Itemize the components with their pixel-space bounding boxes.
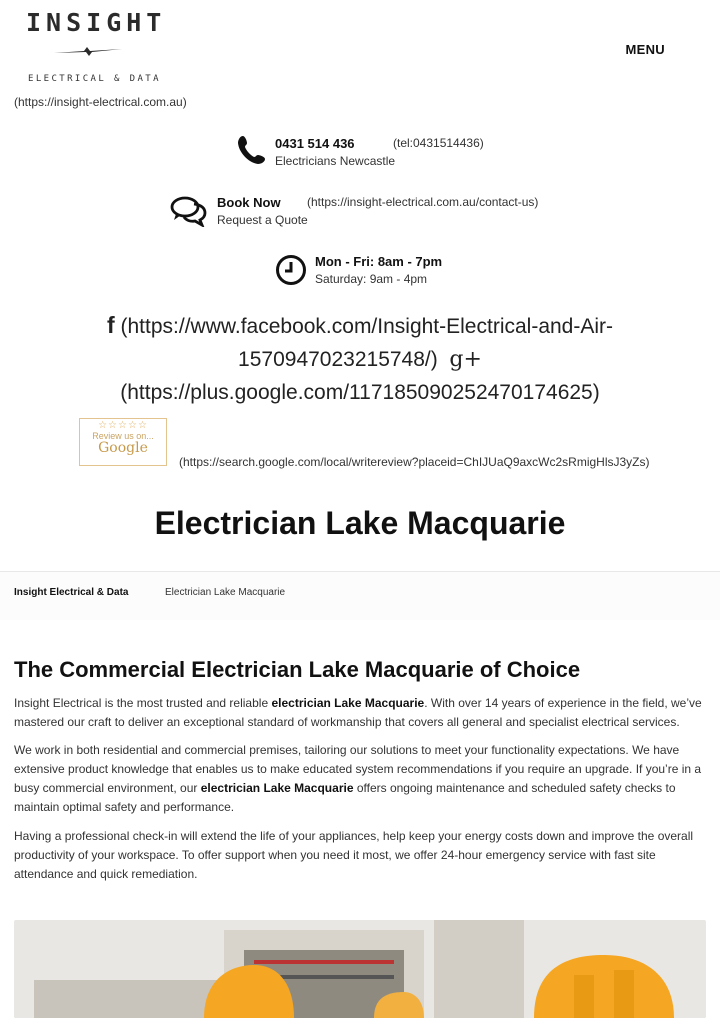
paragraph-1 bbox=[14, 694, 709, 732]
paragraph-2-text-end: offers ongoing maintenance and scheduled safety checks to maintain optimal safety and performance. bbox=[14, 781, 676, 814]
clock-icon bbox=[275, 254, 307, 286]
google-plus-link[interactable]: (https://plus.google.com/117185090252470174625) bbox=[120, 381, 600, 404]
logo-wordmark: INSIGHT bbox=[26, 8, 167, 37]
section-heading: The Commercial Electrician Lake Macquarie of Choice bbox=[14, 657, 581, 682]
phone-contact[interactable] bbox=[236, 136, 484, 168]
breadcrumb-current: Electrician Lake Macquarie bbox=[165, 587, 286, 598]
page-title: Electrician Lake Macquarie bbox=[154, 505, 566, 541]
paragraph-3: Having a professional check-in will extend the life of your appliances, help keep your energy costs down and improve the overall productivity of your workspace. To offer support when you need it most, we offer 24-hour emergency service with fast site attendance and quick remediation. bbox=[14, 829, 694, 881]
logo[interactable] bbox=[26, 8, 167, 88]
hours-contact bbox=[275, 254, 442, 286]
lightning-bolt-icon bbox=[54, 46, 122, 56]
google-logo: Google bbox=[98, 440, 148, 456]
photo-illustration bbox=[14, 920, 706, 1018]
keyword-link: electrician Lake Macquarie bbox=[271, 696, 425, 710]
paragraph-2-text: We work in both residential and commercial premises, tailoring our solutions to meet your functionality expectations. We have extensive product knowledge that enables us to make educated system recommendations if you require an upgrade. If you’re in a busy commercial environment, our bbox=[14, 743, 702, 795]
google-review-badge[interactable] bbox=[79, 418, 167, 466]
electricians-photo bbox=[14, 920, 706, 1018]
logo-subtitle: ELECTRICAL & DATA bbox=[28, 74, 161, 84]
breadcrumb-home-link[interactable]: Insight Electrical & Data bbox=[14, 587, 129, 598]
phone-number: 0431 514 436 bbox=[275, 136, 355, 151]
book-subtitle: Request a Quote bbox=[217, 213, 308, 227]
phone-subtitle: Electricians Newcastle bbox=[275, 154, 396, 168]
phone-icon bbox=[236, 134, 268, 166]
keyword-link: electrician Lake Macquarie bbox=[200, 781, 354, 795]
google-review-link[interactable]: (https://search.google.com/local/writereview?placeid=ChIJUaQ9axcWc2sRmigHlsJ3yZs) bbox=[179, 455, 650, 469]
social-links bbox=[60, 309, 660, 409]
star-rating-icon: ☆☆☆☆☆ bbox=[98, 420, 148, 431]
paragraph-2 bbox=[14, 741, 709, 817]
book-now-title: Book Now bbox=[217, 195, 281, 210]
review-badge-text: Review us on... bbox=[92, 431, 154, 441]
hours-weekday: Mon - Fri: 8am - 7pm bbox=[315, 254, 443, 269]
home-link[interactable]: (https://insight-electrical.com.au) bbox=[14, 95, 187, 109]
breadcrumb bbox=[0, 572, 720, 620]
book-link[interactable]: (https://insight-electrical.com.au/contact-us) bbox=[307, 195, 539, 209]
menu-button[interactable]: MENU bbox=[625, 42, 665, 57]
phone-link[interactable]: (tel:0431514436) bbox=[393, 136, 484, 150]
facebook-link-cont[interactable]: 1570947023215748/) bbox=[238, 348, 438, 371]
book-contact[interactable] bbox=[172, 195, 539, 227]
google-plus-icon[interactable]: g+ bbox=[449, 347, 482, 372]
paragraph-1-text-end: . With over 14 years of experience in the field, we’ve mastered our craft to deliver an exceptional standard of workmanship that covers all general and specialist electrical services. bbox=[14, 696, 702, 729]
facebook-icon[interactable]: f bbox=[106, 312, 115, 338]
facebook-link[interactable]: (https://www.facebook.com/Insight-Electrical-and-Air- bbox=[120, 315, 614, 338]
hours-saturday: Saturday: 9am - 4pm bbox=[315, 272, 428, 286]
chat-icon bbox=[170, 195, 208, 227]
paragraph-1-text: Insight Electrical is the most trusted and reliable bbox=[14, 696, 272, 710]
